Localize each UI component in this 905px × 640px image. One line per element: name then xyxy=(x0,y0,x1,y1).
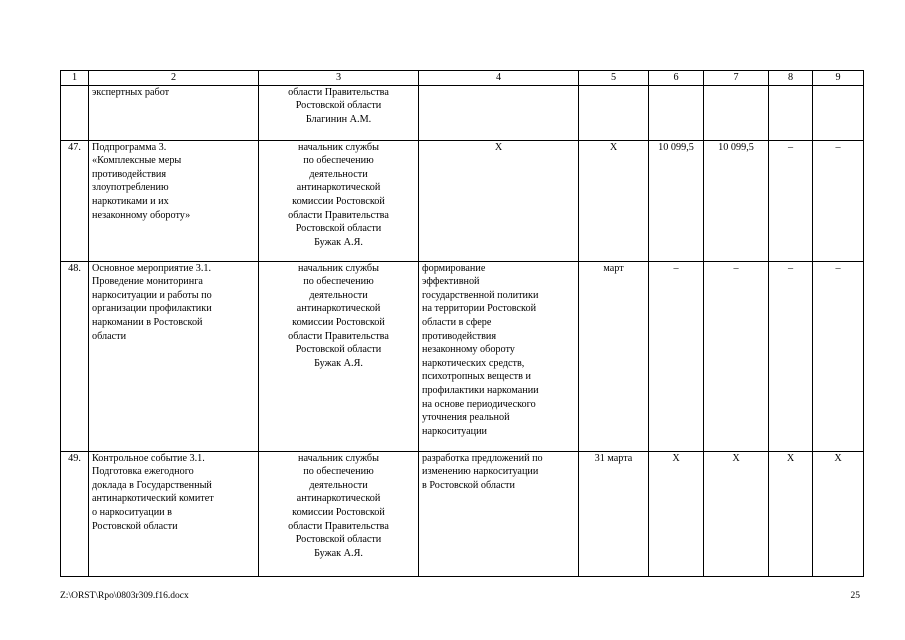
value-col-6: X xyxy=(649,451,704,576)
event-name-line: Основное мероприятие 3.1. xyxy=(92,262,212,274)
expected-result xyxy=(419,85,579,140)
responsible-person-line: антинаркотической xyxy=(296,303,381,315)
value-col-7: X xyxy=(704,451,769,576)
responsible-person-line: Ростовской области xyxy=(295,100,382,112)
event-name-line: Подготовка ежегодного xyxy=(92,466,194,478)
event-name-line: наркотиками и их xyxy=(92,195,169,207)
table-body xyxy=(61,71,864,577)
expected-result-line: профилактики наркомании xyxy=(422,384,539,396)
event-name-line: злоупотреблению xyxy=(92,182,169,194)
value-col-8: – xyxy=(769,261,813,451)
responsible-person xyxy=(259,451,419,576)
expected-result-line: государственной политики xyxy=(422,289,539,301)
header-cell: 6 xyxy=(649,71,704,86)
expected-result-line: на территории Ростовской xyxy=(422,303,537,315)
event-name-line: наркоситуации и работы по xyxy=(92,289,212,301)
responsible-person-line: антинаркотической xyxy=(296,493,381,505)
expected-result-line: психотропных веществ и xyxy=(422,371,531,383)
value-col-8: – xyxy=(769,140,813,261)
expected-result-line: наркотических средств, xyxy=(422,357,525,369)
event-name-line: антинаркотический комитет xyxy=(92,493,214,505)
event-name-line: о наркоситуации в xyxy=(92,506,172,518)
expected-result xyxy=(419,140,579,261)
event-name-line: доклада в Государственный xyxy=(92,479,212,491)
event-name xyxy=(89,261,259,451)
value-col-9: – xyxy=(813,261,864,451)
value-col-7 xyxy=(704,85,769,140)
row-number: 47. xyxy=(61,140,89,261)
responsible-person-line: области Правительства xyxy=(288,209,389,221)
responsible-person-line: Ростовской области xyxy=(295,344,382,356)
header-cell: 3 xyxy=(259,71,419,86)
header-cell: 4 xyxy=(419,71,579,86)
responsible-person-line: Бужак А.Я. xyxy=(314,236,363,248)
header-cell: 9 xyxy=(813,71,864,86)
responsible-person-line: области Правительства xyxy=(288,330,389,342)
header-cell: 1 xyxy=(61,71,89,86)
event-name-line: наркомании в Ростовской xyxy=(92,316,203,328)
header-row xyxy=(61,71,864,86)
table-row xyxy=(61,85,864,140)
expected-result-line: формирование xyxy=(422,262,486,274)
table-row xyxy=(61,261,864,451)
event-name-line: Проведение мониторинга xyxy=(92,276,203,288)
expected-result-line: уточнения реальной xyxy=(422,412,510,424)
expected-result xyxy=(419,451,579,576)
table-row xyxy=(61,451,864,576)
responsible-person-line: деятельности xyxy=(309,479,368,491)
expected-result-line: на основе периодического xyxy=(422,398,536,410)
responsible-person-line: деятельности xyxy=(309,289,368,301)
row-number: 48. xyxy=(61,261,89,451)
event-name-line: организации профилактики xyxy=(92,303,212,315)
responsible-person-line: деятельности xyxy=(309,168,368,180)
event-name xyxy=(89,140,259,261)
responsible-person-line: комиссии Ростовской xyxy=(292,316,385,328)
table-row xyxy=(61,140,864,261)
plan-table xyxy=(60,70,864,577)
event-name-line: «Комплексные меры xyxy=(92,155,182,167)
expected-result-line: области в сфере xyxy=(422,316,492,328)
responsible-person-line: Бужак А.Я. xyxy=(314,357,363,369)
responsible-person xyxy=(259,140,419,261)
value-col-7: – xyxy=(704,261,769,451)
expected-result-line: изменению наркоситуации xyxy=(422,466,539,478)
responsible-person-line: Бужак А.Я. xyxy=(314,547,363,559)
event-name-line: Подпрограмма 3. xyxy=(92,141,167,153)
responsible-person-line: начальник службы xyxy=(298,262,379,274)
expected-result-line: противодействия xyxy=(422,330,497,342)
event-name-line: Контрольное событие 3.1. xyxy=(92,452,205,464)
event-name xyxy=(89,85,259,140)
row-number xyxy=(61,85,89,140)
page-number: 25 xyxy=(850,591,860,601)
document-path: Z:\ORST\Rpo\0803r309.f16.docx xyxy=(60,591,189,601)
expected-result-line: незаконному обороту xyxy=(422,344,515,356)
value-col-7: 10 099,5 xyxy=(704,140,769,261)
expected-result xyxy=(419,261,579,451)
value-col-9 xyxy=(813,85,864,140)
expected-result-line: наркоситуации xyxy=(422,425,487,437)
responsible-person xyxy=(259,261,419,451)
header-cell: 5 xyxy=(579,71,649,86)
value-col-6 xyxy=(649,85,704,140)
header-cell: 7 xyxy=(704,71,769,86)
responsible-person-line: комиссии Ростовской xyxy=(292,195,385,207)
expected-result-line: разработка предложений по xyxy=(422,452,543,464)
header-cell: 8 xyxy=(769,71,813,86)
event-name-line: Ростовской области xyxy=(92,520,178,532)
value-col-9: X xyxy=(813,451,864,576)
value-col-8: X xyxy=(769,451,813,576)
responsible-person xyxy=(259,85,419,140)
deadline: март xyxy=(579,261,649,451)
responsible-person-line: антинаркотической xyxy=(296,182,381,194)
responsible-person-line: области Правительства xyxy=(288,520,389,532)
expected-result-line: эффективной xyxy=(422,276,480,288)
event-name xyxy=(89,451,259,576)
expected-result-line: X xyxy=(494,141,503,153)
responsible-person-line: Ростовской области xyxy=(295,223,382,235)
deadline: X xyxy=(579,140,649,261)
responsible-person-line: по обеспечению xyxy=(303,276,374,288)
event-name-line: противодействия xyxy=(92,168,167,180)
responsible-person-line: по обеспечению xyxy=(303,155,374,167)
responsible-person-line: области Правительства xyxy=(288,86,389,98)
responsible-person-line: начальник службы xyxy=(298,452,379,464)
header-cell: 2 xyxy=(89,71,259,86)
value-col-6: – xyxy=(649,261,704,451)
event-name-line: области xyxy=(92,330,127,342)
responsible-person-line: комиссии Ростовской xyxy=(292,506,385,518)
responsible-person-line: по обеспечению xyxy=(303,466,374,478)
deadline xyxy=(579,85,649,140)
value-col-6: 10 099,5 xyxy=(649,140,704,261)
row-number: 49. xyxy=(61,451,89,576)
value-col-8 xyxy=(769,85,813,140)
event-name-line: экспертных работ xyxy=(92,86,170,98)
responsible-person-line: Ростовской области xyxy=(295,534,382,546)
responsible-person-line: Благинин А.М. xyxy=(305,113,372,125)
deadline: 31 марта xyxy=(579,451,649,576)
responsible-person-line: начальник службы xyxy=(298,141,379,153)
event-name-line: незаконному обороту» xyxy=(92,209,191,221)
expected-result-line: в Ростовской области xyxy=(422,479,515,491)
value-col-9: – xyxy=(813,140,864,261)
